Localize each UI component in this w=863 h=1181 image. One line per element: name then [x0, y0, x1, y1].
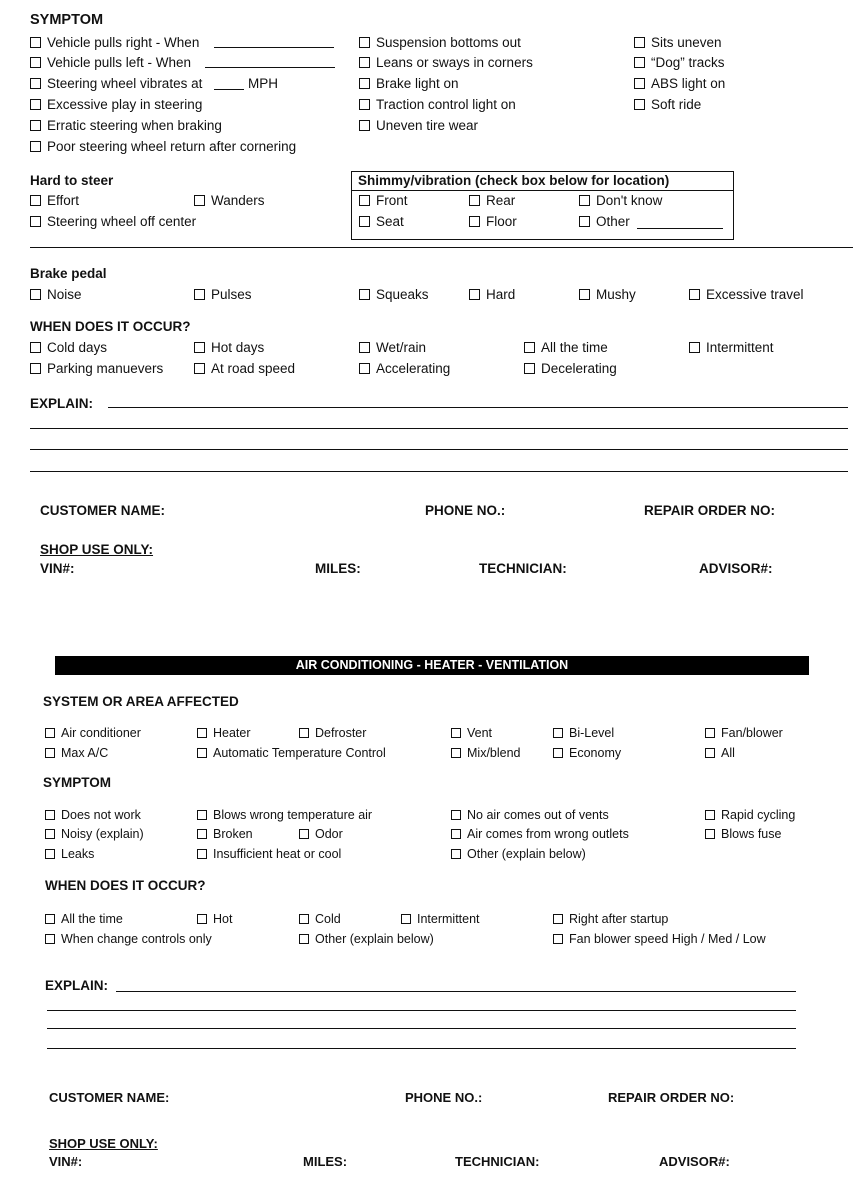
- checkbox-icon: [30, 78, 41, 89]
- checkbox-label: Broken: [213, 827, 253, 841]
- checkbox-icon: [359, 78, 370, 89]
- checkbox-icon: [553, 728, 563, 738]
- checkbox-seat[interactable]: [359, 214, 404, 230]
- checkbox-icon: [359, 37, 370, 48]
- checkbox-pulls-left[interactable]: [30, 55, 191, 71]
- checkbox-label: Steering wheel vibrates at: [47, 76, 203, 91]
- checkbox-label: Other: [596, 214, 630, 229]
- checkbox-cold-days[interactable]: [30, 340, 107, 356]
- checkbox-steering-vibrates[interactable]: [30, 76, 202, 92]
- checkbox-label: Poor steering wheel return after cornering: [47, 139, 297, 154]
- checkbox-label: Fan blower speed High / Med / Low: [569, 932, 766, 946]
- checkbox-icon: [359, 363, 370, 374]
- checkbox-icon: [705, 728, 715, 738]
- checkbox-road-speed[interactable]: [194, 361, 295, 377]
- checkbox-icon: [401, 914, 411, 924]
- checkbox-cold[interactable]: [299, 911, 341, 927]
- checkbox-effort[interactable]: [30, 193, 79, 209]
- checkbox-icon: [299, 728, 309, 738]
- checkbox-vent[interactable]: [451, 725, 492, 741]
- checkbox-icon: [524, 363, 535, 374]
- ac-explain-line-1[interactable]: [116, 991, 796, 992]
- checkbox-icon: [634, 99, 645, 110]
- explain-label: EXPLAIN:: [30, 396, 94, 411]
- checkbox-label: Vehicle pulls left - When: [47, 55, 192, 70]
- checkbox-all[interactable]: [705, 745, 735, 761]
- checkbox-icon: [451, 829, 461, 839]
- explain-line-2[interactable]: [30, 428, 848, 429]
- checkbox-icon: [689, 289, 700, 300]
- checkbox-icon: [197, 810, 207, 820]
- checkbox-label: ABS light on: [651, 76, 726, 91]
- ac-explain-label: EXPLAIN:: [45, 978, 109, 993]
- checkbox-mushy[interactable]: [579, 287, 636, 303]
- checkbox-icon: [579, 195, 590, 206]
- checkbox-wet-rain[interactable]: [359, 340, 426, 356]
- checkbox-icon: [451, 810, 461, 820]
- checkbox-icon: [469, 289, 480, 300]
- checkbox-icon: [705, 829, 715, 839]
- checkbox-icon: [45, 934, 55, 944]
- pulls-right-blank[interactable]: [214, 47, 334, 48]
- checkbox-wrong-outlets[interactable]: [451, 826, 629, 842]
- checkbox-label: Vehicle pulls right - When: [47, 35, 200, 50]
- ac-explain-line-2[interactable]: [47, 1010, 796, 1011]
- checkbox-max-ac[interactable]: [45, 745, 108, 761]
- checkbox-label: Brake light on: [376, 76, 459, 91]
- checkbox-accelerating[interactable]: [359, 361, 450, 377]
- checkbox-label: Suspension bottoms out: [376, 35, 521, 50]
- checkbox-label: All the time: [541, 340, 608, 355]
- checkbox-label: Parking manuevers: [47, 361, 164, 376]
- checkbox-icon: [553, 748, 563, 758]
- checkbox-label: Effort: [47, 193, 80, 208]
- checkbox-after-startup[interactable]: [553, 911, 668, 927]
- checkbox-label: At road speed: [211, 361, 296, 376]
- checkbox-label: When change controls only: [61, 932, 212, 946]
- checkbox-icon: [359, 289, 370, 300]
- checkbox-sits-uneven[interactable]: [634, 35, 722, 51]
- vin-label: VIN#:: [40, 561, 75, 576]
- ac-banner: AIR CONDITIONING - HEATER - VENTILATION: [55, 656, 809, 675]
- brake-pedal-heading: Brake pedal: [30, 266, 107, 281]
- checkbox-label: Don't know: [596, 193, 663, 208]
- ac-technician-label: TECHNICIAN:: [455, 1154, 540, 1169]
- checkbox-no-air[interactable]: [451, 807, 609, 823]
- checkbox-icon: [299, 934, 309, 944]
- checkbox-label: Squeaks: [376, 287, 429, 302]
- checkbox-icon: [689, 342, 700, 353]
- checkbox-hot[interactable]: [197, 911, 232, 927]
- checkbox-icon: [553, 914, 563, 924]
- ac-explain-line-3[interactable]: [47, 1028, 796, 1029]
- symptom-heading: SYMPTOM: [30, 12, 104, 28]
- checkbox-label: Hot: [213, 912, 233, 926]
- checkbox-icon: [469, 216, 480, 227]
- checkbox-label: Air comes from wrong outlets: [467, 827, 629, 841]
- miles-label: MILES:: [315, 561, 361, 576]
- checkbox-label: Blows fuse: [721, 827, 782, 841]
- mph-unit: MPH: [248, 76, 278, 91]
- checkbox-icon: [359, 120, 370, 131]
- checkbox-icon: [634, 37, 645, 48]
- checkbox-icon: [197, 748, 207, 758]
- checkbox-pulses[interactable]: [194, 287, 252, 303]
- checkbox-rapid-cycling[interactable]: [705, 807, 795, 823]
- checkbox-label: Air conditioner: [61, 726, 141, 740]
- checkbox-label: Wet/rain: [376, 340, 427, 355]
- checkbox-label: Soft ride: [651, 97, 702, 112]
- checkbox-label: Heater: [213, 726, 251, 740]
- checkbox-label: Floor: [486, 214, 517, 229]
- checkbox-icon: [45, 829, 55, 839]
- ac-symptom-heading: SYMPTOM: [43, 775, 112, 790]
- checkbox-all-time[interactable]: [524, 340, 608, 356]
- checkbox-traction-light[interactable]: [359, 97, 516, 113]
- when-heading: WHEN DOES IT OCCUR?: [30, 319, 191, 334]
- checkbox-icon: [359, 216, 370, 227]
- checkbox-odor[interactable]: [299, 826, 343, 842]
- checkbox-label: Max A/C: [61, 746, 109, 760]
- checkbox-bi-level[interactable]: [553, 725, 614, 741]
- checkbox-label: Rear: [486, 193, 516, 208]
- checkbox-noise[interactable]: [30, 287, 82, 303]
- checkbox-label: Excessive travel: [706, 287, 804, 302]
- checkbox-icon: [194, 289, 205, 300]
- shop-use-label: SHOP USE ONLY:: [40, 542, 154, 557]
- checkbox-label: Vent: [467, 726, 493, 740]
- checkbox-defroster[interactable]: [299, 725, 366, 741]
- checkbox-label: Noise: [47, 287, 82, 302]
- checkbox-label: All the time: [61, 912, 123, 926]
- checkbox-hard[interactable]: [469, 287, 515, 303]
- phone-label: PHONE NO.:: [425, 503, 506, 518]
- checkbox-label: Rapid cycling: [721, 808, 796, 822]
- checkbox-icon: [359, 99, 370, 110]
- checkbox-noisy[interactable]: [45, 826, 144, 842]
- ac-customer-name-label: CUSTOMER NAME:: [49, 1090, 170, 1105]
- shimmy-divider: [351, 190, 734, 191]
- checkbox-label: Decelerating: [541, 361, 617, 376]
- hard-to-steer-heading: Hard to steer: [30, 173, 114, 188]
- technician-label: TECHNICIAN:: [479, 561, 567, 576]
- ac-advisor-label: ADVISOR#:: [659, 1154, 730, 1169]
- checkbox-label: Leans or sways in corners: [376, 55, 533, 70]
- checkbox-icon: [45, 810, 55, 820]
- checkbox-icon: [299, 829, 309, 839]
- ac-when-heading: WHEN DOES IT OCCUR?: [45, 878, 206, 893]
- pulls-left-blank[interactable]: [205, 67, 335, 68]
- checkbox-air-conditioner[interactable]: [45, 725, 141, 741]
- checkbox-label: Bi-Level: [569, 726, 615, 740]
- checkbox-label: All: [721, 746, 735, 760]
- checkbox-brake-light[interactable]: [359, 76, 459, 92]
- checkbox-excessive-travel[interactable]: [689, 287, 804, 303]
- checkbox-does-not-work[interactable]: [45, 807, 141, 823]
- checkbox-fan-speed[interactable]: [553, 931, 766, 947]
- checkbox-icon: [634, 78, 645, 89]
- checkbox-icon: [705, 748, 715, 758]
- checkbox-blows-fuse[interactable]: [705, 826, 781, 842]
- shimmy-other-blank[interactable]: [637, 228, 723, 229]
- checkbox-label: Mix/blend: [467, 746, 521, 760]
- checkbox-label: Leaks: [61, 847, 95, 861]
- checkbox-label: Traction control light on: [376, 97, 516, 112]
- checkbox-label: Intermittent: [706, 340, 774, 355]
- checkbox-icon: [197, 728, 207, 738]
- checkbox-label: Erratic steering when braking: [47, 118, 222, 133]
- checkbox-icon: [30, 216, 41, 227]
- checkbox-icon: [194, 363, 205, 374]
- checkbox-icon: [30, 120, 41, 131]
- checkbox-pulls-right[interactable]: [30, 35, 199, 51]
- checkbox-mix-blend[interactable]: [451, 745, 521, 761]
- checkbox-icon: [45, 914, 55, 924]
- checkbox-icon: [197, 849, 207, 859]
- checkbox-label: Insufficient heat or cool: [213, 847, 342, 861]
- checkbox-abs-light[interactable]: [634, 76, 725, 92]
- checkbox-icon: [30, 57, 41, 68]
- checkbox-squeaks[interactable]: [359, 287, 429, 303]
- explain-line-4[interactable]: [30, 471, 848, 472]
- checkbox-hot-days[interactable]: [194, 340, 264, 356]
- checkbox-uneven-wear[interactable]: [359, 118, 478, 134]
- checkbox-dog-tracks[interactable]: [634, 55, 725, 71]
- checkbox-icon: [197, 829, 207, 839]
- checkbox-label: No air comes out of vents: [467, 808, 609, 822]
- checkbox-icon: [634, 57, 645, 68]
- checkbox-economy[interactable]: [553, 745, 621, 761]
- checkbox-dont-know[interactable]: [579, 193, 662, 209]
- checkbox-heater[interactable]: [197, 725, 251, 741]
- checkbox-icon: [579, 289, 590, 300]
- checkbox-icon: [299, 914, 309, 924]
- checkbox-leans-sways[interactable]: [359, 55, 533, 71]
- checkbox-label: Fan/blower: [721, 726, 783, 740]
- checkbox-when-other[interactable]: [299, 931, 434, 947]
- checkbox-label: Economy: [569, 746, 622, 760]
- checkbox-label: Pulses: [211, 287, 252, 302]
- ac-explain-line-4[interactable]: [47, 1048, 796, 1049]
- checkbox-rear[interactable]: [469, 193, 515, 209]
- checkbox-leaks[interactable]: [45, 846, 94, 862]
- checkbox-label: Automatic Temperature Control: [213, 746, 386, 760]
- checkbox-label: Hard: [486, 287, 516, 302]
- explain-line-3[interactable]: [30, 449, 848, 450]
- ac-miles-label: MILES:: [303, 1154, 348, 1169]
- checkbox-broken[interactable]: [197, 826, 253, 842]
- checkbox-shimmy-other[interactable]: [579, 214, 630, 230]
- checkbox-icon: [359, 57, 370, 68]
- checkbox-icon: [194, 195, 205, 206]
- ac-shop-use-label: SHOP USE ONLY:: [49, 1136, 158, 1151]
- checkbox-icon: [469, 195, 480, 206]
- checkbox-label: Right after startup: [569, 912, 669, 926]
- checkbox-floor[interactable]: [469, 214, 517, 230]
- checkbox-label: Wanders: [211, 193, 265, 208]
- checkbox-decelerating[interactable]: [524, 361, 617, 377]
- checkbox-label: Excessive play in steering: [47, 97, 203, 112]
- checkbox-icon: [45, 728, 55, 738]
- checkbox-icon: [451, 748, 461, 758]
- checkbox-icon: [194, 342, 205, 353]
- checkbox-symptom-other[interactable]: [451, 846, 586, 862]
- checkbox-icon: [45, 849, 55, 859]
- checkbox-label: Front: [376, 193, 408, 208]
- section-divider: [30, 247, 853, 248]
- checkbox-fan-blower[interactable]: [705, 725, 783, 741]
- checkbox-label: Sits uneven: [651, 35, 722, 50]
- checkbox-icon: [30, 99, 41, 110]
- checkbox-icon: [359, 342, 370, 353]
- checkbox-icon: [451, 849, 461, 859]
- checkbox-front[interactable]: [359, 193, 408, 209]
- checkbox-icon: [451, 728, 461, 738]
- checkbox-change-controls[interactable]: [45, 931, 212, 947]
- checkbox-icon: [30, 289, 41, 300]
- checkbox-label: Defroster: [315, 726, 367, 740]
- checkbox-icon: [30, 363, 41, 374]
- checkbox-icon: [30, 342, 41, 353]
- customer-name-label: CUSTOMER NAME:: [40, 503, 166, 518]
- checkbox-icon: [359, 195, 370, 206]
- checkbox-label: Hot days: [211, 340, 265, 355]
- ac-repair-order-label: REPAIR ORDER NO:: [608, 1090, 735, 1105]
- checkbox-icon: [197, 914, 207, 924]
- checkbox-off-center[interactable]: [30, 214, 196, 230]
- checkbox-ac-all-time[interactable]: [45, 911, 123, 927]
- checkbox-label: “Dog” tracks: [651, 55, 725, 70]
- checkbox-label: Cold: [315, 912, 341, 926]
- checkbox-label: Seat: [376, 214, 404, 229]
- checkbox-excessive-play[interactable]: [30, 97, 202, 113]
- checkbox-wanders[interactable]: [194, 193, 265, 209]
- checkbox-icon: [524, 342, 535, 353]
- checkbox-label: Accelerating: [376, 361, 451, 376]
- checkbox-label: Steering wheel off center: [47, 214, 197, 229]
- explain-line-1[interactable]: [108, 407, 848, 408]
- checkbox-icon: [30, 37, 41, 48]
- checkbox-insufficient[interactable]: [197, 846, 341, 862]
- ac-system-heading: SYSTEM OR AREA AFFECTED: [43, 694, 239, 709]
- checkbox-label: Uneven tire wear: [376, 118, 479, 133]
- checkbox-icon: [553, 934, 563, 944]
- checkbox-ac-intermittent[interactable]: [401, 911, 480, 927]
- ac-phone-label: PHONE NO.:: [405, 1090, 483, 1105]
- checkbox-poor-return[interactable]: [30, 139, 296, 155]
- mph-blank[interactable]: [214, 89, 244, 90]
- checkbox-label: Mushy: [596, 287, 636, 302]
- checkbox-label: Blows wrong temperature air: [213, 808, 373, 822]
- checkbox-icon: [579, 216, 590, 227]
- checkbox-label: Noisy (explain): [61, 827, 144, 841]
- checkbox-soft-ride[interactable]: [634, 97, 701, 113]
- checkbox-label: Odor: [315, 827, 343, 841]
- checkbox-label: Other (explain below): [467, 847, 586, 861]
- ac-vin-label: VIN#:: [49, 1154, 83, 1169]
- checkbox-label: Does not work: [61, 808, 141, 822]
- checkbox-icon: [30, 195, 41, 206]
- repair-order-label: REPAIR ORDER NO:: [644, 503, 776, 518]
- checkbox-erratic-braking[interactable]: [30, 118, 222, 134]
- checkbox-intermittent[interactable]: [689, 340, 774, 356]
- checkbox-label: Other (explain below): [315, 932, 434, 946]
- shimmy-heading: Shimmy/vibration (check box below for location): [358, 173, 670, 188]
- checkbox-bottoms-out[interactable]: [359, 35, 521, 51]
- checkbox-icon: [705, 810, 715, 820]
- checkbox-label: Cold days: [47, 340, 108, 355]
- checkbox-parking[interactable]: [30, 361, 163, 377]
- advisor-label: ADVISOR#:: [699, 561, 773, 576]
- checkbox-wrong-temp[interactable]: [197, 807, 372, 823]
- checkbox-label: Intermittent: [417, 912, 480, 926]
- checkbox-auto-temp[interactable]: [197, 745, 386, 761]
- checkbox-icon: [30, 141, 41, 152]
- checkbox-icon: [45, 748, 55, 758]
